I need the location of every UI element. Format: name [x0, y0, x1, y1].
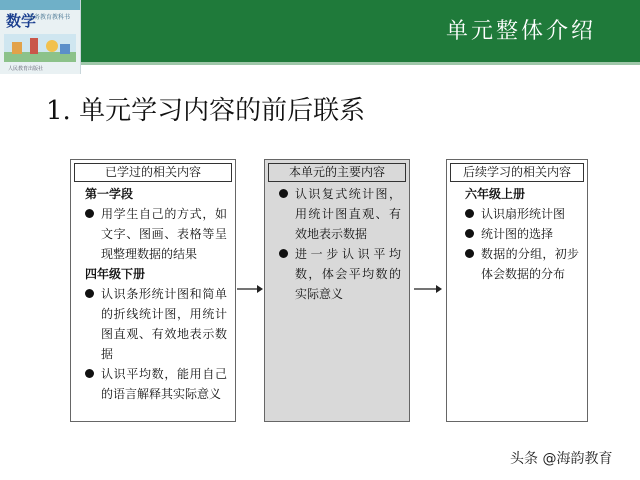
- list-item-text: 数据的分组，初步体会数据的分布: [481, 247, 579, 281]
- bullet-icon: [85, 209, 94, 218]
- list-item-text: 进一步认识平均数，体会平均数的实际意义: [295, 247, 401, 301]
- list-item-text: 统计图的选择: [481, 227, 554, 241]
- box-learned-content: [70, 159, 236, 422]
- list-item: [447, 224, 587, 244]
- bullet-icon: [279, 249, 288, 258]
- group-label: 六年级上册: [465, 187, 526, 201]
- box-follow-up-content: [446, 159, 588, 422]
- bullet-icon: [85, 369, 94, 378]
- list-item: [265, 184, 409, 244]
- bullet-icon: [279, 189, 288, 198]
- list-item: [447, 244, 587, 284]
- box-heading: 本单元的主要内容: [268, 163, 406, 182]
- list-item-text: 认识条形统计图和简单的折线统计图，用统计图直观、有效地表示数据: [101, 287, 227, 361]
- cover-illustration: [4, 34, 76, 62]
- book-title: 数学: [6, 12, 37, 30]
- list-item: [71, 204, 235, 264]
- group-label: 四年级下册: [85, 267, 146, 281]
- list-item: [71, 364, 235, 404]
- textbook-cover-image: [0, 0, 81, 74]
- list-item-text: 用学生自己的方式，如文字、图画、表格等呈现整理数据的结果: [101, 207, 227, 261]
- list-item: [71, 284, 235, 364]
- box-heading: 后续学习的相关内容: [450, 163, 584, 182]
- section-title: 1. 单元学习内容的前后联系: [46, 96, 366, 126]
- box-unit-main-content: [264, 159, 410, 422]
- list-item-text: 认识复式统计图，用统计图直观、有效地表示数据: [295, 187, 401, 241]
- publisher-label: 人民教育出版社: [8, 66, 44, 72]
- slide-header-title: 单元整体介绍: [445, 19, 596, 44]
- book-subtitle: 义务教育教科书: [28, 14, 71, 21]
- group-label: 第一学段: [85, 187, 134, 201]
- arrow-right-icon: [237, 283, 263, 295]
- list-item: [447, 204, 587, 224]
- list-item: [265, 244, 409, 304]
- arrow-right-icon: [414, 283, 442, 295]
- cover-band: [0, 0, 80, 10]
- bullet-icon: [85, 289, 94, 298]
- list-item-text: 认识平均数，能用自己的语言解释其实际意义: [101, 367, 227, 401]
- box-heading: 已学过的相关内容: [74, 163, 232, 182]
- bullet-icon: [465, 249, 474, 258]
- list-item-text: 认识扇形统计图: [481, 207, 566, 221]
- header-stripe: [0, 62, 640, 65]
- bullet-icon: [465, 209, 474, 218]
- watermark: 头条 @海韵教育: [510, 451, 613, 467]
- bullet-icon: [465, 229, 474, 238]
